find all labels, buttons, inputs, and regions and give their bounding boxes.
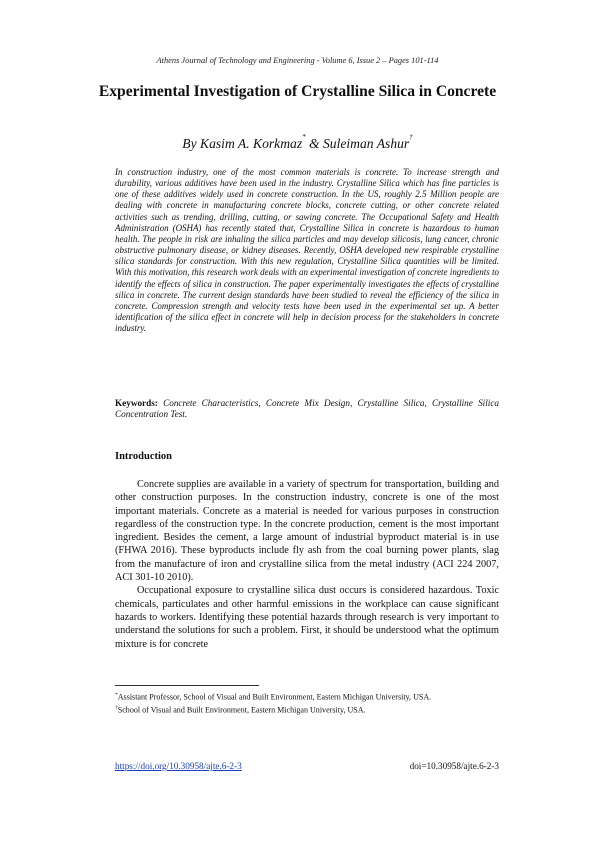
abstract: In construction industry, one of the most common materials is concrete. To increase strength and durability, various additives have been used in the industry. Crystalline Silica which has fine particles is one of these additives widely used in concrete construction. In the US, roughly 2.5 Million people are dealing with concrete in manufacturing concrete blocks, concrete cutting, or other concrete related activities such as trending, drilling, cutting, or sawing concrete. The Occupational Safety and Health Administration (OSHA) has recently stated that, Crystalline Silica in concrete is hazardous to human health. The people in risk are inhaling the silica particles and may develop silicosis, lung cancer, chronic obstructive pulmonary disease, or kidney diseases. Recently, OSHA developed new respirable crystalline silica standards for construction. With this new regulation, Crystalline Silica quantities will be limited. With this motivation, this research work deals with an experimental investigation of concrete ingredients to identify the effects of silica in construction. The paper experimentally investigates the effects of crystalline silica in concrete. The current design standards have been studied to reveal the efficiency of the silica in concrete. Compression strength and velocity tests have been used in the experimental set up. A better identification of the silica effect in concrete will help in decision process for the stakeholders in concrete industry. [115, 167, 499, 334]
author-1-mark: * [302, 133, 306, 141]
doi-link[interactable]: https://doi.org/10.30958/ajte.6-2-3 [115, 761, 242, 771]
keywords-label: Keywords: [115, 398, 158, 408]
footnote-mark: * [115, 692, 118, 698]
author-1: By Kasim A. Korkmaz [182, 136, 303, 151]
author-2: Suleiman Ashur [322, 136, 410, 151]
author-2-mark: † [409, 133, 413, 141]
doi-text: doi=10.30958/ajte.6-2-3 [409, 761, 499, 771]
journal-header: Athens Journal of Technology and Engineering - Volume 6, Issue 2 – Pages 101-114 [156, 56, 439, 65]
paragraph: Concrete supplies are available in a variety of spectrum for transportation, building and other construction purposes. In the construction industry, concrete is one of the most important materials. Concrete as a material is needed for various purposes in construction regardless of the construction type. In the concrete production, cement is the most important ingredient. Besides the cement, a large amount of industrial byproduct material is in use (FHWA 2016). These byproducts include fly ash from the coal burning power plants, slag from the manufacture of iron and crystalline silica from the metal industry (ACI 224 2007, ACI 301-10 2010). [115, 479, 499, 584]
footnote-mark: † [115, 705, 118, 712]
footnote-divider [115, 685, 259, 686]
footnotes [115, 690, 499, 716]
keywords-text: Concrete Characteristics, Concrete Mix Design, Crystalline Silica, Crystalline Silica Concentration Test. [115, 398, 499, 420]
author-separator: & [305, 136, 323, 151]
footnote [115, 703, 499, 716]
paragraph: Occupational exposure to crystalline silica dust occurs is considered hazardous. Toxic chemicals, particulates and other harmful emissions in the workplace can cause significant hazards to workers. Identifying these potential hazards through research is very important to understand the solutions for such a problem. First, it should be understood what the optimum mixture is for concrete [115, 585, 499, 650]
introduction-body [115, 478, 499, 651]
keywords [115, 398, 499, 420]
footnote [115, 690, 499, 703]
author-line [0, 133, 595, 152]
footnote-text: Assistant Professor, School of Visual and Built Environment, Eastern Michigan University, USA. [117, 692, 432, 702]
section-heading-introduction: Introduction [115, 451, 172, 462]
footnote-text: School of Visual and Built Environment, Eastern Michigan University, USA. [117, 705, 366, 715]
paper-title: Experimental Investigation of Crystalline Silica in Concrete [98, 83, 497, 100]
